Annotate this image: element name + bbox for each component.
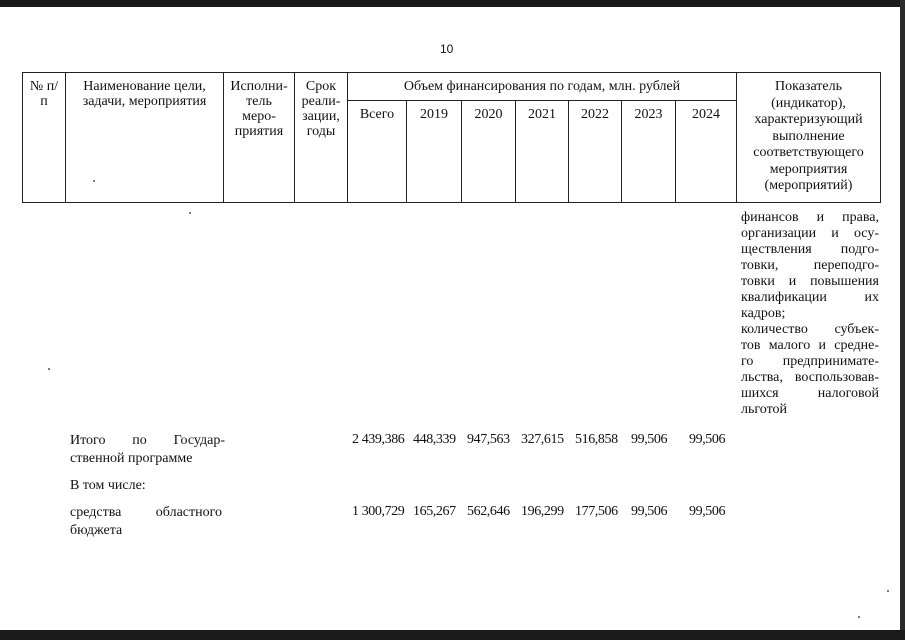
scan-edge-bottom — [0, 630, 905, 640]
header-indicator-text: Показатель (индикатор), характеризующий выполнение соответствующего мероприятия (мероприятий) — [753, 79, 864, 193]
header-year-text: 2024 — [692, 107, 720, 122]
header-executor-text: Исполни-тель меро-приятия — [230, 79, 288, 139]
row-label-line: бюджета — [70, 523, 123, 538]
header-no — [22, 72, 66, 203]
row-label-line: ственной программе — [70, 451, 193, 466]
row-total-value: 1 300,729 — [352, 504, 405, 519]
row-label-line: Итого по Государ- — [70, 433, 225, 448]
header-name-text: Наименование цели, задачи, мероприятия — [82, 79, 207, 109]
header-total-text: Всего — [359, 107, 395, 122]
header-funding — [347, 72, 737, 101]
header-year-2019 — [406, 100, 462, 203]
header-name — [65, 72, 224, 203]
header-year-text: 2022 — [581, 107, 609, 122]
header-total — [347, 100, 407, 203]
header-year-2023 — [621, 100, 676, 203]
header-year-text: 2021 — [528, 107, 556, 122]
row-value-2021: 196,299 — [521, 504, 564, 519]
row-value-2020: 562,646 — [467, 504, 510, 519]
row-value-2022: 516,858 — [575, 432, 618, 447]
scan-speck — [189, 212, 191, 214]
row-value-2019: 165,267 — [413, 504, 456, 519]
row-value-2024: 99,506 — [689, 432, 726, 447]
row-value-2019: 448,339 — [413, 432, 456, 447]
header-indicator — [736, 72, 881, 203]
indicator-line: организации и осу- — [741, 226, 879, 241]
indicator-line: льства, воспользовав- — [741, 370, 879, 385]
indicator-continuation — [741, 210, 879, 418]
header-executor — [223, 72, 295, 203]
row-label — [70, 504, 222, 540]
indicator-line: финансов и права, — [741, 210, 879, 225]
header-year-text: 2019 — [420, 107, 448, 122]
row-value-2024: 99,506 — [689, 504, 726, 519]
header-year-text: 2020 — [474, 107, 503, 122]
indicator-line: тов малого и средне- — [741, 338, 879, 353]
indicator-line: ществления подго- — [741, 242, 879, 257]
indicator-line: льготой — [741, 402, 788, 417]
row-value-2021: 327,615 — [521, 432, 564, 447]
header-year-2021 — [515, 100, 569, 203]
row-label — [70, 432, 225, 468]
indicator-line: го предпринимате- — [741, 354, 879, 369]
indicator-line: количество субъек- — [741, 322, 879, 337]
indicator-line: товки и повышения — [741, 274, 879, 289]
header-year-2020 — [461, 100, 516, 203]
scan-edge-top — [0, 0, 905, 7]
scan-edge-right — [900, 0, 905, 640]
header-funding-text: Объем финансирования по годам, млн. рублей — [403, 79, 681, 94]
row-label-line: средства областного — [70, 505, 222, 520]
page-number: 10 — [440, 42, 454, 56]
indicator-line: кадров; — [741, 306, 786, 321]
row-value-2022: 177,506 — [575, 504, 618, 519]
indicator-line: товки, переподго- — [741, 258, 879, 273]
header-no-text: № п/п — [29, 79, 59, 109]
header-year-2022 — [568, 100, 622, 203]
header-term-text: Срок реали-зации, годы — [301, 79, 341, 139]
scan-speck — [858, 616, 860, 618]
row-total-value: 2 439,386 — [352, 432, 405, 447]
row-label: В том числе: — [70, 478, 146, 493]
row-value-2023: 99,506 — [631, 432, 668, 447]
header-year-text: 2023 — [634, 107, 663, 122]
header-year-2024 — [675, 100, 737, 203]
row-value-2020: 947,563 — [467, 432, 510, 447]
scan-speck — [48, 368, 50, 370]
indicator-line: шихся налоговой — [741, 386, 879, 401]
indicator-line: квалификации их — [741, 290, 879, 305]
row-value-2023: 99,506 — [631, 504, 668, 519]
scan-speck — [93, 180, 95, 182]
scan-speck — [887, 590, 889, 592]
header-term — [294, 72, 348, 203]
